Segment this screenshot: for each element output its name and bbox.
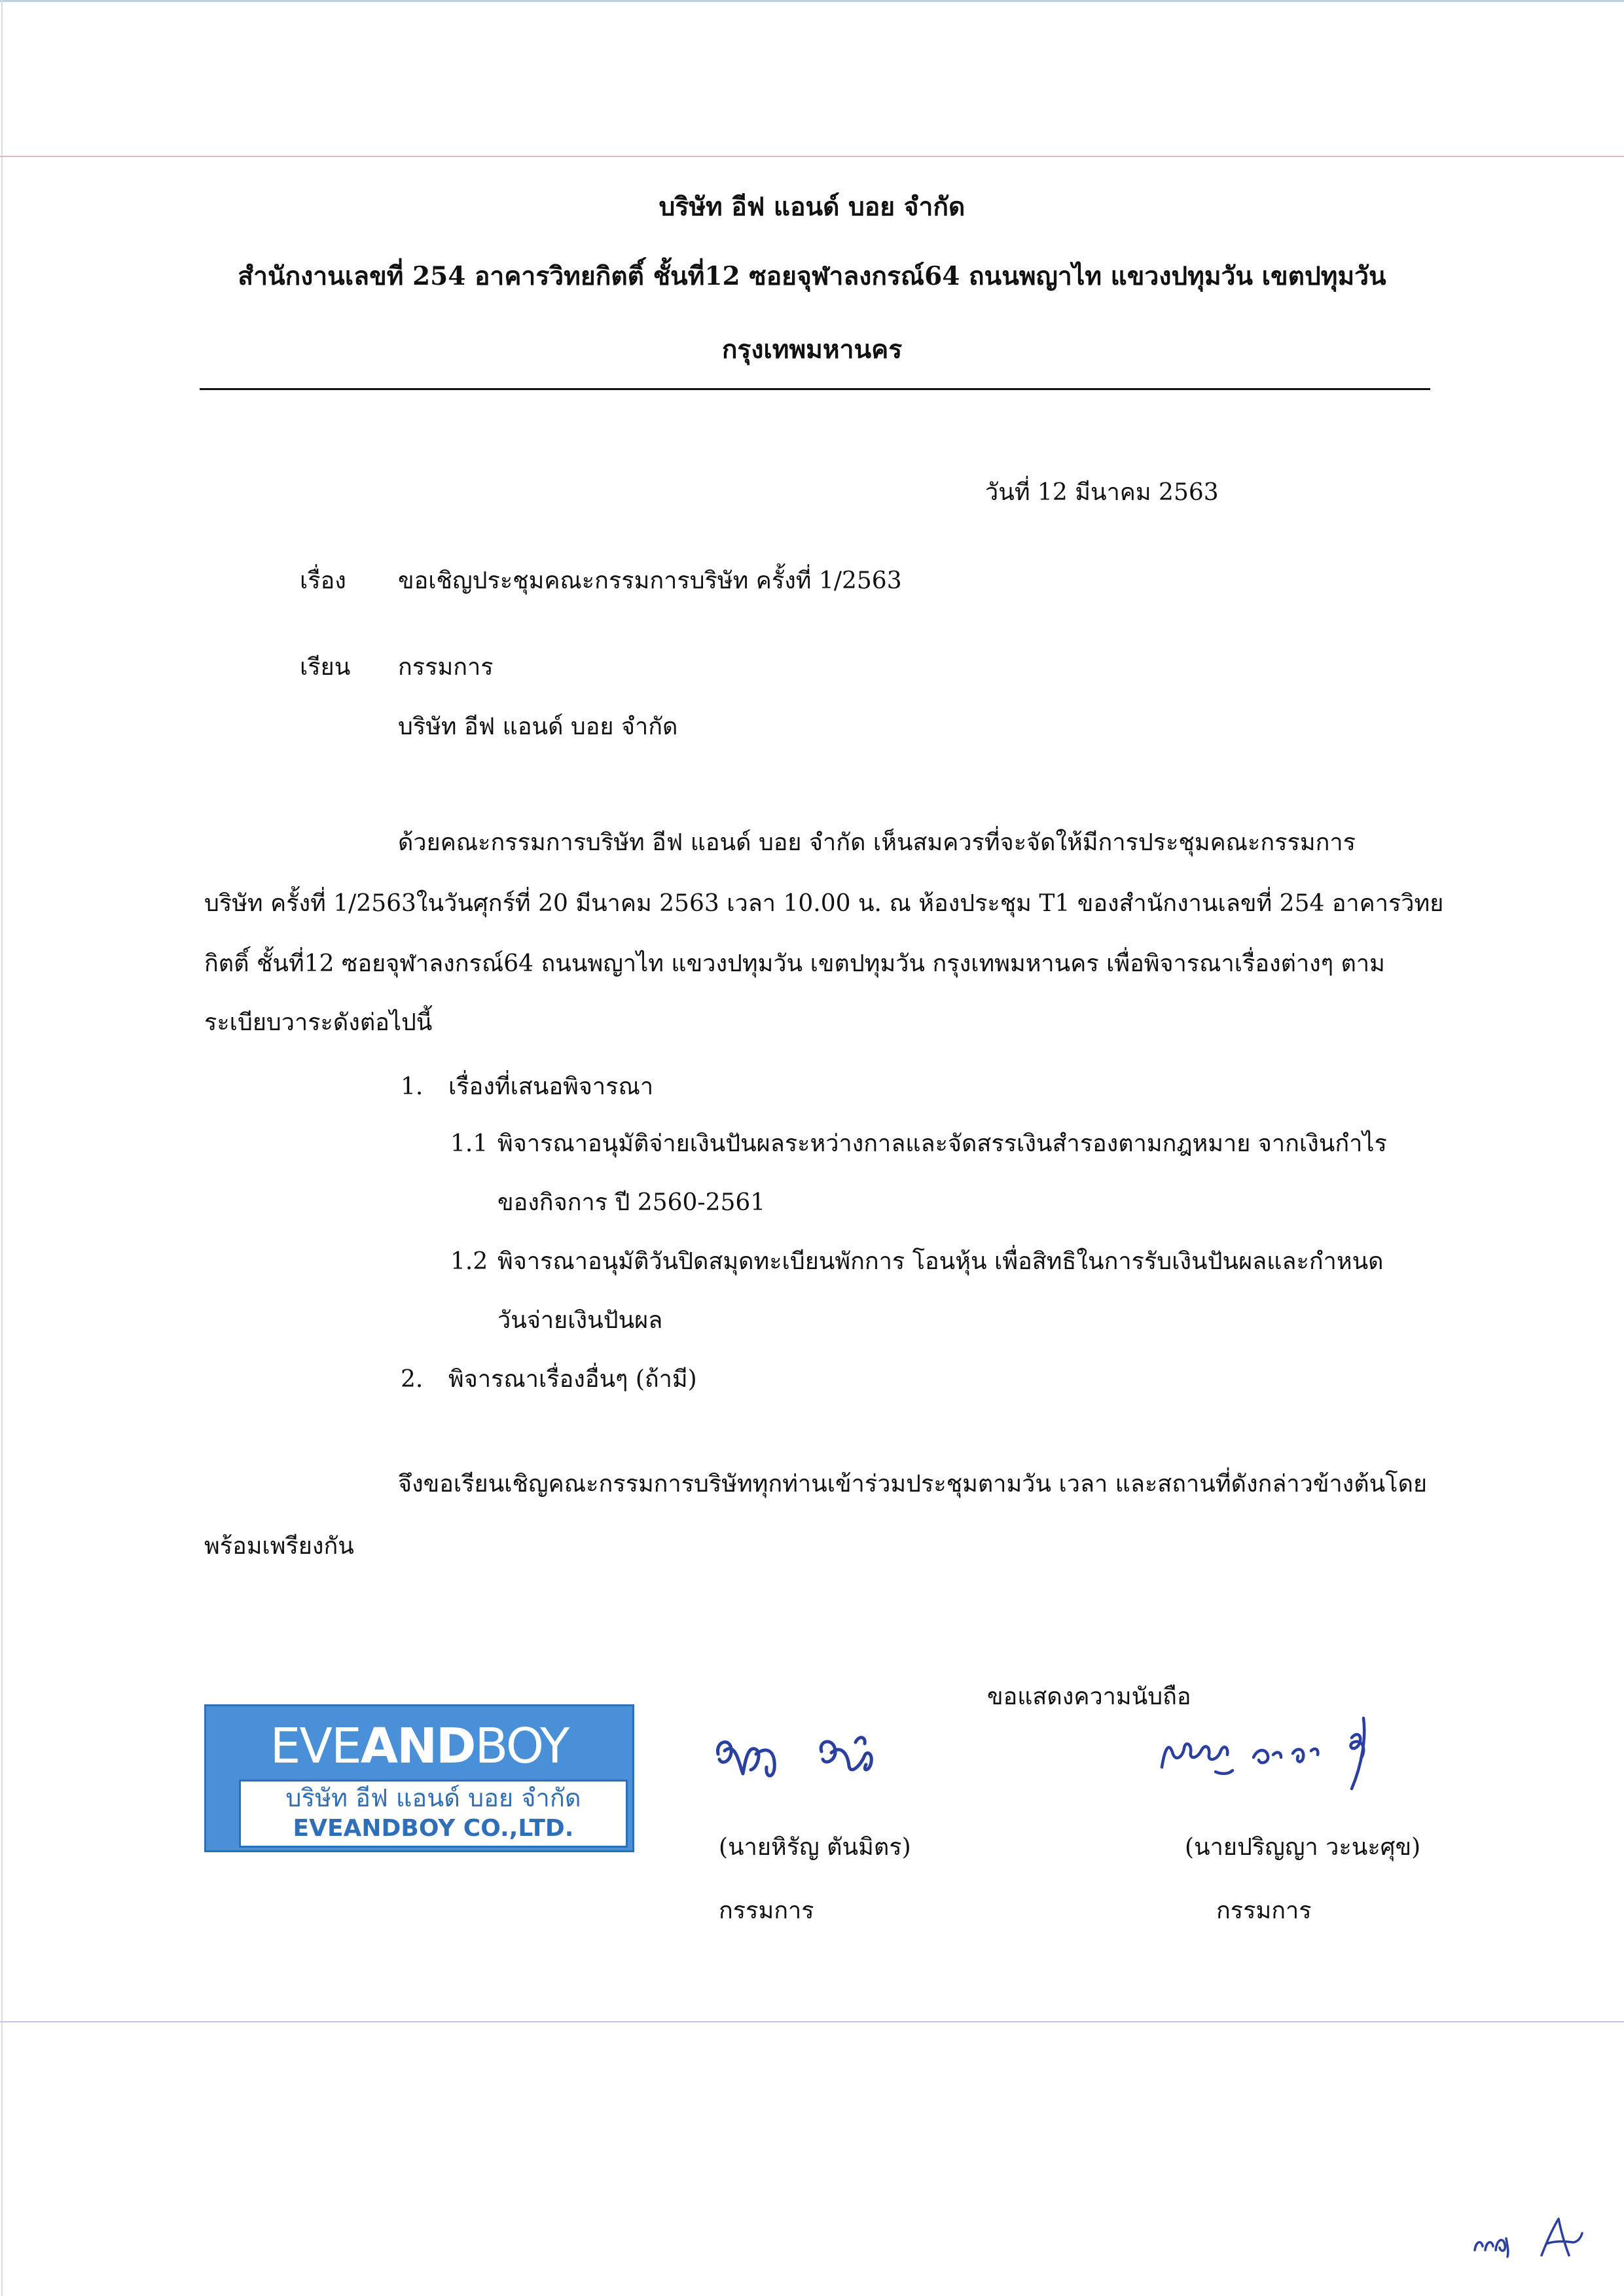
signature-director-2: [1155, 1712, 1398, 1793]
agenda-item12-number: 1.2: [450, 1248, 488, 1275]
body-line-4: ระเบียบวาระดังต่อไปนี้: [204, 1009, 433, 1036]
signatory-1-title: กรรมการ: [719, 1897, 814, 1924]
agenda-item12-line2: วันจ่ายเงินปันผล: [497, 1307, 663, 1334]
company-name: บริษัท อีฟ แอนด์ บอย จำกัด: [659, 192, 965, 222]
initials-mark: [1470, 2212, 1591, 2261]
signatory-2-name: (นายปริญญา วะนะศุข): [1185, 1834, 1421, 1861]
closing-regards: ขอแสดงความนับถือ: [987, 1683, 1191, 1710]
company-stamp: [204, 1704, 634, 1852]
stamp-english-name: EVEANDBOY CO.,LTD.: [293, 1815, 574, 1842]
body-line-1: ด้วยคณะกรรมการบริษัท อีฟ แอนด์ บอย จำกัด เห็นสมควรที่จะจัดให้มีการประชุมคณะกรรมการ: [398, 829, 1356, 856]
agenda-item1-number: 1.: [401, 1073, 424, 1100]
stamp-thai-name: บริษัท อีฟ แอนด์ บอย จำกัด: [285, 1784, 581, 1812]
recipient-line1: กรรมการ: [398, 654, 494, 681]
subject-label: เรื่อง: [300, 567, 346, 594]
agenda-item11-line2: ของกิจการ ปี 2560-2561: [497, 1189, 766, 1216]
agenda-item1-text: เรื่องที่เสนอพิจารณา: [448, 1073, 654, 1100]
signature-director-1: [710, 1728, 907, 1800]
stamp-logo-eve: EVE: [270, 1718, 361, 1774]
agenda-item11-line1: พิจารณาอนุมัติจ่ายเงินปันผลระหว่างกาลและจัดสรรเงินสำรองตามกฎหมาย จากเงินกำไร: [497, 1130, 1387, 1157]
company-address-line1: สำนักงานเลขที่ 254 อาคารวิทยกิตติ์ ชั้นที่12 ซอยจุฬาลงกรณ์64 ถนนพญาไท แขวงปทุมวัน เขตปทุมวัน: [238, 261, 1386, 291]
recipient-line2: บริษัท อีฟ แอนด์ บอย จำกัด: [398, 713, 678, 740]
scan-line-bottom: [0, 2021, 1624, 2022]
stamp-name-box: [239, 1780, 628, 1848]
subject-text: ขอเชิญประชุมคณะกรรมการบริษัท ครั้งที่ 1/2563: [398, 567, 902, 594]
letter-date: วันที่ 12 มีนาคม 2563: [985, 479, 1219, 506]
header-divider: [200, 388, 1430, 390]
agenda-item12-line1: พิจารณาอนุมัติวันปิดสมุดทะเบียนพักการ โอนหุ้น เพื่อสิทธิในการรับเงินปันผลและกำหนด: [497, 1248, 1384, 1275]
body-line-2: บริษัท ครั้งที่ 1/2563ในวันศุกร์ที่ 20 มีนาคม 2563 เวลา 10.00 น. ณ ห้องประชุม T1 ของสำนักงานเลขที่ 254 อาคารวิทย: [204, 890, 1444, 917]
agenda-item11-number: 1.1: [450, 1130, 488, 1157]
closing-line-2: พร้อมเพรียงกัน: [204, 1533, 354, 1560]
closing-line-1: จึงขอเรียนเชิญคณะกรรมการบริษัททุกท่านเข้าร่วมประชุมตามวัน เวลา และสถานที่ดังกล่าวข้างต้นโดย: [398, 1471, 1428, 1498]
stamp-logo-and: AND: [360, 1718, 475, 1774]
recipient-label: เรียน: [300, 654, 351, 681]
scan-line-top: [0, 156, 1624, 157]
company-address-line2: กรุงเทพมหานคร: [721, 334, 903, 365]
stamp-logo: [206, 1718, 632, 1774]
signatory-2-title: กรรมการ: [1216, 1897, 1312, 1924]
scan-top-edge: [0, 0, 1624, 2]
body-line-3: กิตติ์ ชั้นที่12 ซอยจุฬาลงกรณ์64 ถนนพญาไท แขวงปทุมวัน เขตปทุมวัน กรุงเทพมหานคร เพื่อพิจารณาเรื่องต่างๆ ตาม: [204, 950, 1385, 977]
agenda-item2-text: พิจารณาเรื่องอื่นๆ (ถ้ามี): [448, 1366, 697, 1393]
stamp-logo-boy: BOY: [475, 1718, 569, 1774]
agenda-item2-number: 2.: [401, 1366, 424, 1393]
signatory-1-name: (นายหิรัญ ตันมิตร): [719, 1834, 911, 1861]
